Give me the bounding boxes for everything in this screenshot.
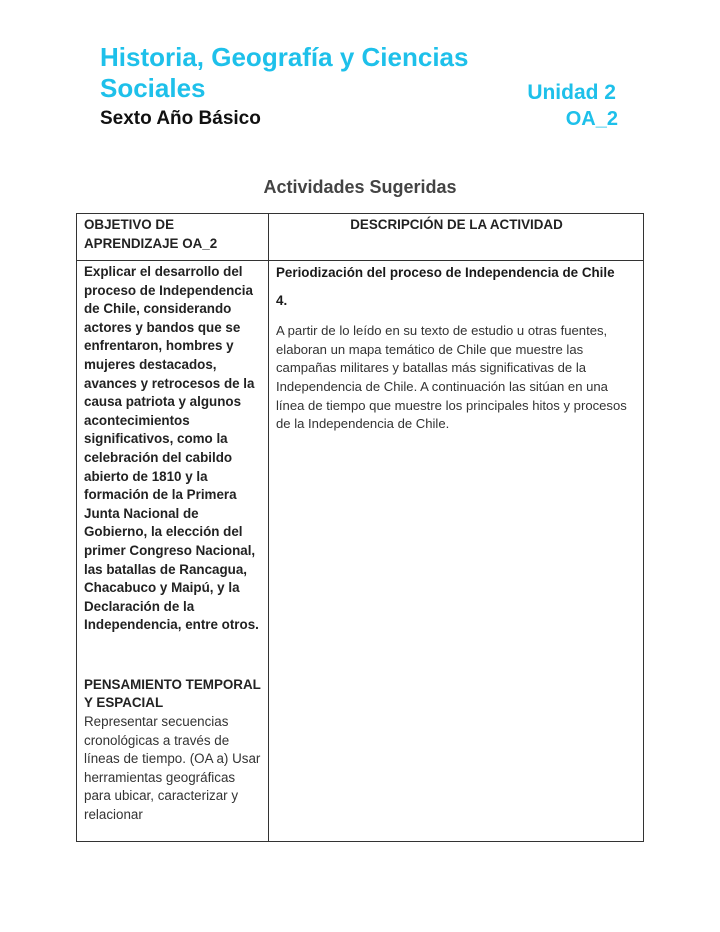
oa-label: OA_2 xyxy=(565,108,618,130)
skill-heading: PENSAMIENTO TEMPORAL Y ESPACIAL xyxy=(84,676,261,711)
section-title: Actividades Sugeridas xyxy=(263,177,457,197)
document-title-line1: Historia, Geografía y Ciencias xyxy=(100,42,469,72)
table-row xyxy=(77,261,644,842)
objective-text: Explicar el desarrollo del proceso de Independencia de Chile, considerando actores y bandos que se enfrentaron, hombres y mujeres destacados, avances y retrocesos de la causa patriota y algunos acontecimientos significativos, como la celebración del cabildo abierto de 1810 y la formación de la Primera Junta Nacional de Gobierno, la elección del primer Congreso Nacional, las batallas de Rancagua, Chacabuco y Maipú, y la Declaración de la Independencia, entre otros. xyxy=(84,264,259,633)
document-title-line2: Sociales xyxy=(100,73,206,103)
activity-description: A partir de lo leído en su texto de estudio u otras fuentes, elaboran un mapa temático de Chile que muestre las campañas militares y batallas más significativas de la Independencia de Chile. A continuación las sitúan en una línea de tiempo que muestre los principales hitos y procesos de la Independencia de Chile. xyxy=(276,323,627,432)
objective-cell xyxy=(77,261,269,842)
unit-label: Unidad 2 xyxy=(527,81,616,104)
spacer xyxy=(84,635,262,676)
activity-number: 4. xyxy=(276,292,288,308)
activities-table xyxy=(76,213,644,842)
grade-label: Sexto Año Básico xyxy=(100,108,261,129)
activity-title: Periodización del proceso de Independencia de Chile xyxy=(276,265,615,280)
table-header-row xyxy=(77,214,644,261)
column-header-objective: OBJETIVO DE APRENDIZAJE OA_2 xyxy=(77,214,269,261)
skill-text: Representar secuencias cronológicas a través de líneas de tiempo. (OA a) Usar herramientas geográficas para ubicar, caracterizar y relacionar xyxy=(84,714,261,823)
document-title xyxy=(100,42,468,104)
activity-cell xyxy=(269,261,644,842)
column-header-description: DESCRIPCIÓN DE LA ACTIVIDAD xyxy=(269,214,644,261)
